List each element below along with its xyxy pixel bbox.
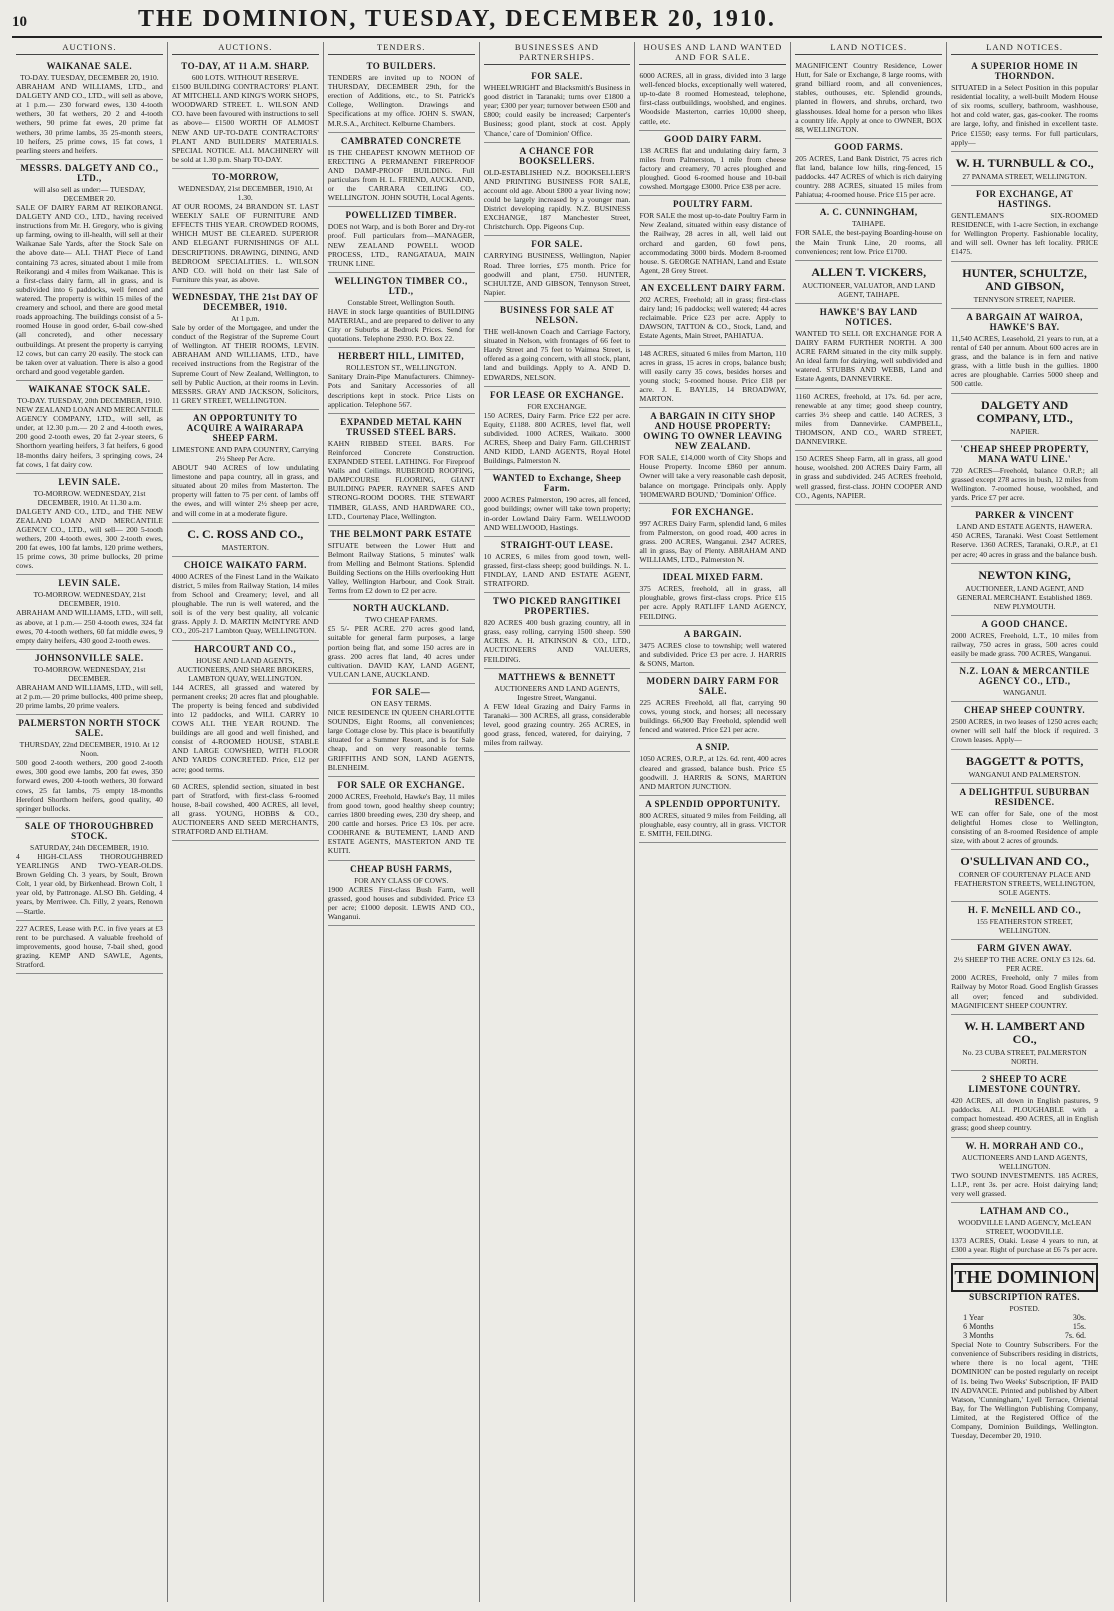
advertisement <box>795 261 942 304</box>
ad-body: 997 ACRES Dairy Farm, splendid land, 6 miles from Palmerston, on good road, 400 acres in grass. 200 ACRES, Wanganui. 2347 ACRES, all in grass, Bay of Plenty. ABRAHAM AND WILLIAMS, LTD., Palmerston N. <box>639 518 787 565</box>
ad-body: 3475 ACRES close to township; well watered and subdivided. Price £3 per acre. J. HARRIS & SONS, Marton. <box>639 640 787 668</box>
ad-heading: WANTED to Exchange, Sheep Farm. <box>492 473 622 494</box>
ad-heading: N.Z. LOAN & MERCANTILE AGENCY CO., LTD., <box>959 666 1090 687</box>
advertisement <box>16 921 163 975</box>
ad-heading: A BARGAIN IN CITY SHOP AND HOUSE PROPERTY: OWING TO OWNER LEAVING NEW ZEALAND. <box>643 411 783 452</box>
advertisement <box>951 750 1098 784</box>
rate-price: 7s. 6d. <box>1064 1331 1087 1341</box>
advertisement <box>172 289 319 410</box>
advertisement <box>16 715 163 818</box>
advertisement <box>639 796 786 843</box>
ad-subheading: AUCTIONEER, LAND AGENT, AND GENERAL MERCHANT. Established 1869. NEW PLYMOUTH. <box>956 583 1093 611</box>
ad-body: GENTLEMAN'S SIX-ROOMED RESIDENCE, with 1-acre Section, in exchange for Wellington Property. Fashionable locality, and will sell. Owner has left locality. PRICE £1475. <box>951 210 1099 257</box>
ad-body: 10 ACRES, 6 miles from good town, well-grassed, first-class sheep; good buildings. N. L. FINDLAY, LAND AND ESTATE AGENT, STRATFORD. <box>483 551 631 589</box>
ad-subheading: TO-MORROW. WEDNESDAY, 21st DECEMBER, 1910. At 11.30 a.m. <box>33 488 146 507</box>
ad-body: £5 5/- PER ACRE. 270 acres good land, suitable for general farm purposes, a large portion being flat, and some 150 acres are in grass. 200 acres flat land, 40 acres under cultivation. DAVID KAY, LAND AGENT, VULCAN LANE, AUCKLAND. <box>327 624 475 679</box>
advertisement <box>639 68 786 131</box>
ad-heading: TO-DAY, AT 11 A.M. SHARP. <box>181 61 310 71</box>
ad-heading: LEVIN SALE. <box>58 476 121 487</box>
advertisement <box>951 441 1098 507</box>
ad-body: CARRYING BUSINESS, Wellington, Napier Road. Three lorries, £75 month. Price for goodwill and plant, £750. HUNTER, SCHULTZE, AND GIBSON, Tennyson Street, Napier. <box>483 251 631 297</box>
ad-subheading: ON EASY TERMS. <box>370 699 432 709</box>
advertisement <box>639 739 786 795</box>
ad-body: DALGETY AND CO., LTD., and THE NEW ZEALAND LOAN AND MERCANTILE AGENCY CO., LTD., will sell— 200 5-tooth wethers, 200 4-tooth ewes, 300 2-tooth ewes, 200 fat ewes, 100 fat lambs, 120 prime wethers, 15 prime cows, 30 prime bullocks, 20 prime cows. <box>16 506 163 571</box>
ad-heading: PALMERSTON NORTH STOCK SALE. <box>18 718 161 739</box>
advertisement <box>328 777 475 861</box>
ad-subheading: THURSDAY, 22nd DECEMBER, 1910. At 12 Noon. <box>19 740 160 759</box>
advertisement <box>172 410 319 523</box>
advertisement <box>951 850 1098 902</box>
ad-body: DOES not Warp, and is both Borer and Dry-rot proof. Full particulars from—MANAGER, NEW ZEALAND POWELL WOOD PROCESS, LTD., RANGATAUA, MAIN TRUNK LINE. <box>327 222 475 268</box>
ad-subheading: ROLLESTON ST., WELLINGTON. <box>345 363 457 373</box>
ad-subheading: LIMESTONE AND PAPA COUNTRY, Carrying 2½ Sheep Per Acre. <box>172 444 319 463</box>
page-number: 10 <box>12 14 27 30</box>
ad-body: 138 ACRES flat and undulating dairy farm, 3 miles from Palmerston, 1 mile from cheese factory and creamery, 70 acres ploughed and ploughed. Good 6-roomed house and 10-bail cowshed. Mortgage £3000. Price £38 per acre. <box>639 145 787 192</box>
ad-heading: HUNTER, SCHULTZE, AND GIBSON, <box>962 265 1087 293</box>
ad-heading: JOHNSONVILLE SALE. <box>35 652 144 663</box>
advertisement <box>172 169 319 289</box>
ad-body: 800 ACRES, situated 9 miles from Feilding, all ploughable, easy country, all in grass. VICTOR E. SMITH, FEILDING. <box>639 810 787 839</box>
advertisement <box>172 557 319 641</box>
ad-heading: H. F. McNEILL AND CO., <box>967 905 1082 916</box>
rate-price: 15s. <box>1072 1322 1087 1332</box>
ad-heading: NORTH AUCKLAND. <box>353 603 450 614</box>
advertisement <box>484 302 631 387</box>
advertisement <box>639 673 786 739</box>
ad-body: 11,540 ACRES, Leasehold, 21 years to run, at a rental of £40 per annum. About 600 acres are in grass, and the balance is in fern and native grass, with a little bush in the gullies. 1800 acres are ploughable. Carries 5000 sheep and 500 cattle. <box>951 333 1099 389</box>
ad-heading: A GOOD CHANCE. <box>981 618 1068 629</box>
ad-body: Sanitary Drain-Pipe Manufacturers. Chimney-Pots and Sanitary Accessories of all descriptions kept in stock. Price Lists on application. Telephone 567. <box>327 372 475 409</box>
ad-body: THE well-known Coach and Carriage Factory, situated in Nelson, with frontages of 66 feet to Hardy Street and 75 feet to Waimea Street, is offered as a going concern, with all stock, plant, land and buildings. Apply to A. AND D. EDWARDS, NELSON. <box>483 326 631 382</box>
ad-heading: A CHANCE FOR BOOKSELLERS. <box>519 145 595 166</box>
dominion-title: THE DOMINION <box>951 1263 1098 1292</box>
ad-subheading: AUCTIONEERS AND LAND AGENTS, Ingestre Street, Wanganui. <box>494 683 620 702</box>
ad-body: FOR SALE the most up-to-date Poultry Farm in New Zealand, situated within easy distance of the Railway, 28 acres in all, well laid out orchard and garden, 60 fowl pens, accommodating 3000 birds. Modern 8-roomed house. S. GEORGE NATHAN, Land and Estate Agent, 28 Grey Street. <box>639 211 787 275</box>
ad-heading: FARM GIVEN AWAY. <box>977 943 1073 954</box>
ad-heading: CHEAP SHEEP COUNTRY. <box>964 705 1086 716</box>
ad-body: IS THE CHEAPEST KNOWN METHOD OF ERECTING A PERMANENT FIREPROOF AND DAMP-PROOF BUILDING. Full particulars from H. L. FRIEND, AUCKLAND, or the CARRARA CEILING CO., WELLINGTON. JOHN SOUTH, Local Agents. <box>327 147 475 203</box>
advertisement <box>172 523 319 557</box>
ad-heading: LATHAM AND CO., <box>980 1205 1069 1216</box>
advertisement <box>795 58 942 139</box>
ad-heading: TO-MORROW, <box>211 171 279 182</box>
advertisement <box>951 394 1098 441</box>
advertisement <box>16 160 163 381</box>
ad-heading: CHOICE WAIKATO FARM. <box>183 559 307 570</box>
ad-heading: A BARGAIN AT WAIROA, HAWKE'S BAY. <box>966 311 1083 332</box>
ad-subheading: 2½ SHEEP TO THE ACRE. ONLY £3 12s. 6d. PER ACRE. <box>953 955 1096 974</box>
rate-term: 6 Months <box>963 1322 994 1332</box>
advertisement <box>16 575 163 649</box>
column-3 <box>324 42 480 1602</box>
ad-heading: GOOD DAIRY FARM. <box>664 133 762 144</box>
advertisement <box>484 470 631 536</box>
advertisement <box>795 389 942 452</box>
ad-body: SITUATE between the Lower Hutt and Belmont Railway Stations, 5 minutes' walk from Melling and Belmont Stations. Splendid Building Sections on the Hills overlooking Hutt Valley, Wellington Harbour, and Cook Strait. Terms from £2 down to £2 per acre. <box>327 540 475 596</box>
advertisement <box>16 381 163 474</box>
ad-subheading: WOODVILLE LAND AGENCY, McLEAN STREET, WOODVILLE. <box>957 1217 1092 1236</box>
advertisement <box>16 58 163 160</box>
ad-body: SALE OF DAIRY FARM AT REIKORANGI. DALGETY AND CO., LTD., having received instructions from Mr. H. Gregory, who is giving up farming, owing to ill-health, will sell at their Waikanae Sale Yards, after the Stock Sale on the above date— ALL THAT Piece of Land containing 73 acres, situated about 1 mile from Reikorangi and 4 miles from Waikanae. This is a first-class dairy farm, all in grass, and is subdivided into 6 paddocks, well fenced and watered. The property is within 15 miles of the creamery and school, and there are good metal roads approaching. The buildings consist of a 5-roomed House in good order, 6-bail cow-shed (all concreted), and other necessary outbuildings. At present the property is carrying 12 cows, but can carry 20 easily. The stock can be taken over at valuation. There is also a good orchard and good vegetable garden. <box>16 202 163 376</box>
masthead <box>12 6 1102 38</box>
advertisement <box>951 1015 1098 1071</box>
ad-body: ABRAHAM AND WILLIAMS, LTD., will sell, at 2 p.m.— 20 prime bullocks, 400 prime sheep, 20 prime lambs, 20 prime vealers. <box>16 682 163 711</box>
advertisement <box>951 702 1098 749</box>
ad-heading: TWO PICKED RANGITIKEI PROPERTIES. <box>492 596 622 617</box>
newspaper-title: THE DOMINION, TUESDAY, DECEMBER 20, 1910. <box>138 6 776 32</box>
ad-body: ABRAHAM AND WILLIAMS, LTD., will sell, as above, at 1 p.m.— 250 4-tooth ewes, 324 fat ewes, 70 4-tooth wethers, 60 fat middle ewes, 9 empty dairy heifers, 430 good 2-tooth ewes. <box>16 608 163 645</box>
ad-body: NICE RESIDENCE IN QUEEN CHARLOTTE SOUNDS, Eight Rooms, all conveniences; large Cottage close by. This place is beautifully situated for a Summer Resort, and is for Sale cheap, and on very reasonable terms. GRIFFITHS AND SON, LAND AGENTS, BLENHEIM. <box>327 708 475 772</box>
ad-body: KAHN RIBBED STEEL BARS. For Reinforced Concrete Construction. EXPANDED STEEL LATHING. For Fireproof Walls and Ceilings. RUBEROID ROOFING, DAMPCOURSE FLOORING, GIANT BUILDING PAPER. RAYNER SAFES AND STRONG-ROOM DOORS. THE STEWART TIMBER, GLASS, AND HARDWARE CO., LTD., Courtenay Place, Wellington. <box>327 438 475 521</box>
ad-body: 1050 ACRES, O.R.P., at 12s. 6d. rent, 400 acres cleared and grassed, balance bush. Price £5 goodwill. J. HARRIS & SONS, MARTON AND MARTON JUNCTION. <box>639 754 787 791</box>
ad-heading: O'SULLIVAN AND CO., <box>960 854 1089 869</box>
advertisement <box>639 504 786 570</box>
ad-heading: WEDNESDAY, THE 21st DAY OF DECEMBER, 1910. <box>172 291 319 312</box>
advertisement <box>639 408 786 504</box>
ad-body: TENDERS are invited up to NOON of THURSDAY, DECEMBER 29th, for the erection of Additions, etc., to St. Patrick's College, Wellington. Drawings and Specifications at my office. JOHN S. SWAN, M.R.S.A., Architect. Kelburne Chambers. <box>327 73 475 128</box>
ad-subheading: TO-DAY. TUESDAY, 20th DECEMBER, 1910. <box>17 395 162 405</box>
ad-heading: WAIKANAE SALE. <box>46 61 133 71</box>
ad-body: FOR SALE, the best-paying Boarding-house on the Main Trunk Line, 20 rooms, all conveniences; rent low. Price £1700. <box>795 228 943 256</box>
ad-heading: EXPANDED METAL KAHN TRUSSED STEEL BARS. <box>340 416 463 437</box>
ad-subheading: WEDNESDAY, 21st DECEMBER, 1910, At 1.30. <box>178 183 313 202</box>
ad-body: HAVE in stock large quantities of BUILDING MATERIAL, and are prepared to deliver to any City or Suburbs at Bedrock Prices. Send for quotations. Telephone 2930. P.O. Box 22. <box>327 306 475 344</box>
ad-body: 150 ACRES, Dairy Farm. Price £22 per acre. Equity, £1188. 800 ACRES, level flat, well subdivided. 1000 ACRES, Waikato. 3000 ACRES, Sheep and Dairy Farm. GILCHRIST AND KIDD, LAND AGENTS, Royal Hotel Buildings, Palmerston N. <box>483 410 631 466</box>
ad-heading: A SUPERIOR HOME IN THORNDON. <box>971 61 1078 81</box>
ad-heading: PARKER & VINCENT <box>975 510 1074 521</box>
ad-body: TWO SOUND INVESTMENTS. 185 ACRES, L.I.P., rent 3s. per acre. Hoist dairying land; very well grassed. <box>951 1170 1099 1198</box>
ad-subheading: TO-DAY. TUESDAY, DECEMBER 20, 1910. <box>20 73 159 82</box>
column-heading: TENDERS. <box>328 42 475 55</box>
advertisement <box>951 564 1098 616</box>
ad-subheading: TENNYSON STREET, NAPIER. <box>973 294 1076 304</box>
advertisement <box>951 58 1098 152</box>
ad-heading: A SPLENDID OPPORTUNITY. <box>645 798 781 809</box>
ad-heading: FOR SALE. <box>531 71 583 81</box>
ad-heading: HARCOURT AND CO., <box>194 643 297 654</box>
advertisement <box>328 526 475 601</box>
ad-subheading: Constable Street, Wellington South. <box>347 297 455 307</box>
rate-term: 3 Months <box>963 1331 994 1341</box>
ad-body: 375 ACRES, freehold, all in grass, all ploughable, grows first-class crops. Price £15 per acre. Apply RATLIFF LAND AGENCY, FEILDING. <box>639 584 787 621</box>
posted-label: POSTED. <box>1009 1304 1040 1314</box>
advertisement <box>484 68 631 143</box>
advertisement <box>951 186 1098 262</box>
ad-body: 148 ACRES, situated 6 miles from Marton, 110 acres in grass, 15 acres in crops, balance bush; will easily carry 35 cows, besides horses and young stock; 5-roomed house. Price £18 per acre. J. E. BAYLIS, 14 BROADWAY, MARTON. <box>639 348 787 404</box>
ad-body: 450 ACRES, Taranaki. West Coast Settlement Reserve. 1360 ACRES, Taranaki, O.R.P., at £1 per acre; 40 acres in grass and the balance bush. <box>951 531 1099 559</box>
ad-body: 2000 ACRES, Freehold, L.T., 10 miles from railway, 750 acres in grass, 500 acres could easily be made grass. 700 ACRES, Wanganui. <box>951 630 1099 659</box>
ad-heading: A BARGAIN. <box>683 628 742 639</box>
ad-subheading: WANGANUI. <box>1003 688 1047 698</box>
advertisement <box>951 507 1098 563</box>
ad-heading: W. H. TURNBULL & CO., <box>955 155 1094 170</box>
advertisement <box>639 569 786 625</box>
ad-subheading: At 1 p.m. <box>231 313 260 323</box>
column-1 <box>12 42 168 1602</box>
ad-body: A FEW Ideal Grazing and Dairy Farms in Taranaki— 300 ACRES, all grass, considerable level, good grazing country. 265 ACRES, in good grass, fenced, watered, for dairying, 7 miles from railway. <box>483 701 631 748</box>
column-heading: HOUSES AND LAND WANTED AND FOR SALE. <box>639 42 786 65</box>
advertisement <box>639 196 786 280</box>
ad-heading: THE BELMONT PARK ESTATE <box>330 528 473 539</box>
ad-heading: FOR EXCHANGE, AT HASTINGS. <box>976 188 1074 209</box>
ad-body: Sale by order of the Mortgagee, and under the conduct of the Registrar of the Supreme Court of Wellington. AT THEIR ROOMS, LEVIN. ABRAHAM AND WILLIAMS, LTD., have received instructions from the Registrar of the Supreme Court of New Zealand, Wellington, to sell by Public Auction, at their rooms in Levin. MESSRS. GRAY AND JACKSON, Solicitors, 11 GREY STREET, WELLINGTON. <box>171 322 319 405</box>
ad-subheading: 600 LOTS. WITHOUT RESERVE. <box>191 73 299 82</box>
ad-heading: 2 SHEEP TO ACRE LIMESTONE COUNTRY. <box>968 1074 1081 1095</box>
ad-body: 4 HIGH-CLASS THOROUGHBRED YEARLINGS AND TWO-YEAR-OLDS. Brown Gelding Ch. 3 years, by Soult, Brown Colt, 1 year old, by Birkenhead. Brown Colt, 1 year old, by Pattronage. ALSO Bh. Gelding, 4 years, by Merriwee. Ch. Filly, 2 years, Renown—Startle. <box>16 851 163 916</box>
advertisement <box>484 669 631 753</box>
advertisement <box>951 616 1098 663</box>
ad-subheading: MASTERTON. <box>221 542 269 552</box>
advertisement <box>951 784 1098 850</box>
ad-body: MAGNIFICENT Country Residence, Lower Hutt, for Sale or Exchange, 8 large rooms, with grand billiard room, and all conveniences, stables, outhouses, etc. Splendid grounds, planted in flowers, and shrubs, orchard, two glasshouses. Ideal home for a person who likes a country life. Apply at once to OWNER, BOX 88, WELLINGTON. <box>795 61 943 134</box>
ad-body: 1900 ACRES First-class Bush Farm, well grassed, good houses and subdivided. Price £3 per acre; £1000 deposit. LEWIS AND CO., Wanganui. <box>327 884 475 921</box>
ad-heading: POULTRY FARM. <box>672 199 753 210</box>
advertisement <box>328 414 475 526</box>
rate-price: 30s. <box>1072 1313 1087 1323</box>
advertisement <box>795 139 942 205</box>
ad-subheading: TAIHAPE. <box>852 219 886 229</box>
ad-heading: 'CHEAP SHEEP PROPERTY, MANA WATU LINE.' <box>960 443 1089 464</box>
ad-subheading: WANGANUI AND PALMERSTON. <box>968 769 1081 779</box>
ad-heading: DALGETY AND COMPANY, LTD., <box>976 397 1073 425</box>
advertisement <box>951 1138 1098 1203</box>
column-heading: BUSINESSES AND PARTNERSHIPS. <box>484 42 631 65</box>
ad-heading: HERBERT HILL, LIMITED, <box>338 351 465 362</box>
ad-body: 202 ACRES, Freehold; all in grass; first-class dairy land; 16 paddocks; well watered; 44 acres reclaimable. Price £23 per acre. Apply to DAWSON, TATTON & CO., Stock, Land, and Estate Agents, Main Street, PAHIATUA. <box>639 294 787 341</box>
ad-subheading: TWO CHEAP FARMS. <box>365 615 438 625</box>
ad-body: SITUATED in a Select Position in this popular residential locality, a well-built Modern House of six rooms, scullery, bathroom, washhouse, hot and cold water, gas, gas-cooker. The rooms are large, lofty, and finished in excellent taste. Price £1550; easy terms. For full particulars, apply— <box>951 83 1099 147</box>
advertisement <box>328 861 475 926</box>
advertisement <box>328 273 475 348</box>
ad-heading: ALLEN T. VICKERS, <box>811 264 927 279</box>
subscription-heading: SUBSCRIPTION RATES. <box>969 1292 1081 1303</box>
ad-subheading: SATURDAY, 24th DECEMBER, 1910. <box>30 842 149 852</box>
ad-heading: A DELIGHTFUL SUBURBAN RESIDENCE. <box>959 786 1090 807</box>
advertisement <box>484 236 631 302</box>
advertisement <box>484 387 631 471</box>
ad-body: 2000 ACRES, Freehold, only 7 miles from Railway by Motor Road. Good English Grasses all over; fenced and subdivided. MAGNIFICENT SHEEP COUNTRY. <box>951 973 1099 1010</box>
ad-body: 820 ACRES 400 bush grazing country, all in grass, easy rolling, carrying 1500 sheep. 590 ACRES. A. H. ATKINSON & CO., LTD., AUCTIONEERS AND VALUERS, FEILDING. <box>483 618 631 664</box>
advertisement <box>328 207 475 273</box>
ad-body: WE can offer for Sale, one of the most delightful Homes close to Wellington, consisting of an 8-roomed Residence of ample size, with about 2 acres of grounds. <box>951 808 1099 846</box>
ad-heading: SALE OF THOROUGHBRED STOCK. <box>24 820 154 841</box>
ad-heading: NEWTON KING, <box>978 567 1071 582</box>
ad-heading: FOR LEASE OR EXCHANGE. <box>489 389 625 400</box>
ad-body: AT OUR ROOMS, 24 BRANDON ST. LAST WEEKLY SALE OF FURNITURE AND EFFECTS THIS YEAR. CROWDED ROOMS, WHICH MUST BE CLEARED. SUPERIOR AND ELEGANT FURNISHINGS OF ALL DESCRIPTIONS. DRAWING, DINING, AND BEDROOM SPECIALITIES. L. WILSON AND CO. will hold on their last Sale of Furniture this year, as above. <box>171 201 319 284</box>
ad-subheading: AUCTIONEER, VALUATOR, AND LAND AGENT, TAIHAPE. <box>802 280 936 299</box>
ad-body: 720 ACRES—Freehold, balance O.R.P.; all grassed except 278 acres in bush, 12 miles from Wellington. 7-roomed house, woolshed, and yards. Price £7 per acre. <box>951 465 1099 503</box>
ad-body: OLD-ESTABLISHED N.Z. BOOKSELLER'S AND PRINTING BUSINESS FOR SALE, account old age. About £800 a year living now; could be largely increased by a younger man. District developing rapidly. N.Z. BUSINESS EXCHANGE, 187 Manchester Street, Christchurch. Opp. Pigeons Cup. <box>483 167 631 232</box>
advertisement <box>16 474 163 576</box>
column-4 <box>480 42 636 1602</box>
advertisement <box>639 346 786 409</box>
advertisement <box>795 304 942 389</box>
ad-heading: STRAIGHT-OUT LEASE. <box>500 539 614 550</box>
advertisement <box>16 818 163 921</box>
ad-body: 2000 ACRES, Freehold, Hawke's Bay, 11 miles from good town, good healthy sheep country; carries 1800 breeding ewes, 230 dry sheep, and 200 cattle and horses. Price £3 10s. per acre. COOHRANE & BUTEMENT, LAND AND ESTATE AGENTS, MASTERTON AND TE KUITI. <box>327 791 475 856</box>
ad-heading: CAMBRATED CONCRETE <box>340 135 462 146</box>
ad-body: 2500 ACRES, in two leases of 1250 acres each; owner will sell half the block if required. 3 Crown leases. Apply— <box>951 717 1099 745</box>
ad-body: 500 good 2-tooth wethers, 200 good 2-tooth ewes, 300 good ewe lambs, 200 fat ewes, 350 forward ewes, 200 4-tooth wethers, 30 forward cows, 25 fat lambs, 75 empty 18-months Hereford Shorthorn heifers, good quality, 40 springer bullocks. <box>16 758 163 813</box>
advertisement <box>639 626 786 673</box>
rate-row <box>951 1331 1098 1340</box>
ad-body: 225 ACRES Freehold, all flat, carrying 90 cows, young stock, and horses; all necessary buildings. 66,900 Bay Freehold, splendid well fenced and watered. Price £21 per acre. <box>639 698 787 735</box>
ad-heading: FOR SALE. <box>531 239 583 250</box>
advertisement <box>172 779 319 842</box>
column-5 <box>635 42 791 1602</box>
ad-heading: POWELLIZED TIMBER. <box>345 210 457 221</box>
advertisement <box>16 650 163 715</box>
advertisement <box>951 262 1098 309</box>
ad-body: 144 ACRES, all grassed and watered by permanent creeks; 20 acres flat and ploughable. The property is being fenced and subdivided into 12 paddocks, and WILL CARRY 10 COWS ALL THE YEAR ROUND. The buildings are all good and well finished, and consist of 4-ROOMED HOUSE, STABLE AND LARGE COWSHED, WITH FLOOR AND YARDS CONCRETED. Price, £12 per acre; good terms. <box>171 682 319 774</box>
ad-subheading: FOR ANY CLASS OF COWS. <box>354 875 449 885</box>
ad-heading: MATTHEWS & BENNETT <box>498 671 616 682</box>
ad-heading: WELLINGTON TIMBER CO., LTD., <box>334 275 468 296</box>
advertisement <box>172 641 319 779</box>
ad-body: 1373 ACRES, Otaki. Lease 4 years to run, at £300 a year. Right of purchase at £6 7s per acre. <box>951 1235 1099 1255</box>
subscription-note: Special Note to Country Subscribers. For the convenience of Subscribers residing in districts, where there is no local agent, 'THE DOMINION' can be posted regularly on receipt of 1s. being Two Weeks' Subscription, IF PAID IN ADVANCE. Printed and published by Albert Watson, 'Cunningham,' Lyell Terrace, Oriental Bay, for The Wellington Publishing Company, Limited, at the Registered Office of the Company, Dominion Buildings, Wellington. Tuesday, December 20, 1910. <box>951 1340 1099 1441</box>
ad-subheading: 155 FEATHERSTON STREET, WELLINGTON. <box>976 917 1073 936</box>
rate-term: 1 Year <box>963 1313 984 1323</box>
column-heading: LAND NOTICES. <box>795 42 942 55</box>
advertisement <box>639 131 786 197</box>
advertisement <box>951 152 1098 186</box>
ad-heading: HAWKE'S BAY LAND NOTICES. <box>819 306 918 327</box>
ad-subheading: No. 23 CUBA STREET, PALMERSTON NORTH. <box>962 1048 1087 1067</box>
ad-heading: FOR EXCHANGE. <box>671 506 754 517</box>
ad-heading: A SNIP. <box>696 742 730 753</box>
advertisement <box>795 451 942 505</box>
advertisement <box>484 537 631 593</box>
ad-body: 150 ACRES Sheep Farm, all in grass, all good house, woolshed. 200 ACRES Dairy Farm, all in grass and subdivided. 245 ACRES freehold, well grassed, first-class. JOHN COOPER AND CO., Agents, NAPIER. <box>795 454 943 500</box>
advertisement <box>484 593 631 669</box>
ad-body: 1160 ACRES, freehold, at 17s. 6d. per acre, renewable at any time; good sheep country, carries 3½ sheep and cattle. 140 ACRES, 3 miles from Dannevirke. CAMPBELL, THOMSON, AND CO., WARD STREET, DANNEVIRKE. <box>795 391 943 447</box>
ad-body: 227 ACRES, Lease with P.C. in five years at £3 rent to be purchased. A valuable freehold of improvements, good house, 7-bail shed, good grazing. KEMP AND SAWLE, Agents, Stratford. <box>16 923 163 970</box>
ad-heading: W. H. MORRAH AND CO., <box>965 1140 1084 1151</box>
advertisement <box>328 348 475 413</box>
ad-heading: A. C. CUNNINGHAM, <box>819 207 918 218</box>
column-heading: LAND NOTICES. <box>951 42 1098 55</box>
ad-body: £1500 BUILDING CONTRACTORS' PLANT. AT MITCHELL AND KING'S WORK SHOPS, WOODWARD STREET. L. WILSON AND CO. have been favoured with instructions to sell as above— £1500 WORTH OF ALMOST NEW AND UP-TO-DATE CONTRACTORS' PLANT AND BUILDERS' MATERIALS. SPECIAL NOTICE. ALL MACHINERY will be sold at 1.30 p.m. Sharp TO-DAY. <box>171 82 319 164</box>
ad-heading: IDEAL MIXED FARM. <box>662 572 764 583</box>
ad-heading: C. C. ROSS AND CO., <box>187 526 304 541</box>
ad-subheading: AUCTIONEERS AND LAND AGENTS, WELLINGTON. <box>961 1152 1088 1171</box>
ad-body: 2000 ACRES Palmerston, 190 acres, all fenced, good buildings; owner will take town property; in-order Lowland Dairy Farm. WELLWOOD AND WELLWOOD, Hastings. <box>483 495 631 532</box>
ad-body: FOR SALE, £14,000 worth of City Shops and House Property. Income £860 per annum. Owner will take a very reasonable cash deposit, balance on mortgage. Principals only. Apply 'HOMEWARD BOUND,' 'Dominion' Office. <box>639 453 787 499</box>
advertisement <box>951 1071 1098 1137</box>
advertisement <box>951 902 1098 940</box>
advertisement <box>328 58 475 133</box>
ad-heading: LEVIN SALE. <box>58 578 121 589</box>
ad-heading: GOOD FARMS. <box>834 141 904 152</box>
ad-body: ABRAHAM AND WILLIAMS, LTD., and DALGETY AND CO., LTD., will sell as above, at 1 p.m.— 230 forward ewes, 130 4-tooth wethers, 30 fat wethers, 20 2 and 4-tooth wethers, 90 prime fat ewes, 20 prime fat wethers, 30 prime lambs, 35 25-month steers, 10 heifers, 25 prime cows, 15 fat cows, 1 pearling steers and heifers. <box>16 82 163 155</box>
column-heading: AUCTIONS. <box>16 42 163 55</box>
ad-subheading: TO-MORROW. WEDNESDAY, 21st DECEMBER. <box>33 664 146 683</box>
ad-heading: FOR SALE— <box>372 687 431 698</box>
advertisement <box>484 143 631 237</box>
ad-subheading: NAPIER. <box>1010 426 1040 436</box>
column-heading: AUCTIONS. <box>172 42 319 55</box>
advertisement <box>951 309 1098 394</box>
ad-heading: AN EXCELLENT DAIRY FARM. <box>640 282 786 293</box>
ad-body: 420 ACRES, all down in English pastures, 9 paddocks. ALL PLOUGHABLE with a compact homestead. 490 ACRES, all in English grass; good sheep country. <box>951 1096 1099 1133</box>
advertisement <box>328 600 475 684</box>
ad-heading: AN OPPORTUNITY TO ACQUIRE A WAIRARAPA SHEEP FARM. <box>186 412 304 443</box>
columns <box>12 42 1102 1602</box>
ad-heading: W. H. LAMBERT AND CO., <box>964 1018 1085 1046</box>
ad-body: 205 ACRES, Land Bank District, 75 acres rich flat land, balance low hills, ring-fenced, 15 paddocks. 447 ACRES of which is rich dairying country. 288 ACRES, situated 15 miles from Pahiatua; 4-roomed house. Price £15 per acre. <box>795 153 943 200</box>
ad-subheading: TO-MORROW. WEDNESDAY, 21st DECEMBER, 1910. <box>33 590 146 609</box>
ad-subheading: CORNER OF COURTENAY PLACE AND FEATHERSTON STREETS, WELLINGTON, SOLE AGENTS. <box>954 870 1095 898</box>
advertisement <box>951 663 1098 702</box>
ad-heading: MESSRS. DALGETY AND CO., LTD., <box>20 162 159 183</box>
advertisement <box>795 204 942 260</box>
column-2 <box>168 42 324 1602</box>
ad-subheading: will also sell as under:— TUESDAY, DECEMBER 20. <box>33 184 146 203</box>
rate-row <box>951 1313 1098 1322</box>
ad-heading: FOR SALE OR EXCHANGE. <box>337 779 465 790</box>
ad-heading: BAGGETT & POTTS, <box>965 753 1084 768</box>
rate-row <box>951 1322 1098 1331</box>
ad-body: 6000 ACRES, all in grass, divided into 3 large well-fenced blocks, exceptionally well watered, up-to-date 8 roomed Homestead, telephone, first-class outbuildings, woolshed, and engines. Woodside Masterton, carries 10,000 sheep, cattle, etc. <box>639 71 787 126</box>
ad-heading: BUSINESS FOR SALE AT NELSON. <box>499 304 615 325</box>
column-7 <box>947 42 1102 1602</box>
advertisement <box>951 940 1098 1014</box>
ad-heading: WAIKANAE STOCK SALE. <box>28 383 151 394</box>
ad-subheading: 27 PANAMA STREET, WELLINGTON. <box>962 171 1087 181</box>
advertisement <box>639 280 786 346</box>
ad-body: 60 ACRES, splendid section, situated in best part of Stratford, with first-class 6-roomed house, 8-bail cowshed, 400 ACRES, all level, all grass. YOUNG, HOBBS & CO., AUCTIONEERS AND SEED MERCHANTS, STRATFORD AND ELTHAM. <box>171 781 319 837</box>
advertisement <box>951 1203 1098 1259</box>
ad-subheading: HOUSE AND LAND AGENTS, AUCTIONEERS, AND SHARE BROKERS, LAMBTON QUAY, WELLINGTON. <box>177 655 314 683</box>
ad-body: WHEELWRIGHT and Blacksmith's Business in good district in Taranaki; turns over £1800 a year; £300 per year; turnover between £500 and £800; could easily be increased; Carpenter's Business; good plant, stock at cost. Apply 'Chance,' care of 'Dominion' Office. <box>483 83 631 138</box>
ad-body: 4000 ACRES of the Finest Land in the Waikato district, 5 miles from Railway Station, 14 miles from School and Creamery; level, and all ploughable. The run is well watered, and the soil is of the very best quality, all volcanic grass. Apply J. D. MARTIN McINTYRE AND CO., 205-217 Lambton Quay, WELLINGTON. <box>171 571 319 636</box>
ad-body: NEW ZEALAND LOAN AND MERCANTILE AGENCY COMPANY, LTD., will sell, as under, at 12.30 p.m.— 20 2 and 4-tooth ewes, 200 good 2-tooth ewes, 20 fat 2-year steers, 6 Shorthorn yearling heifers, 3 fat heifers, 6 good 18-months dairy heifers, 3 springing cows, 24 fat cows, 1 fat dairy cow. <box>16 404 163 469</box>
ad-heading: MODERN DAIRY FARM FOR SALE. <box>646 676 780 697</box>
ad-heading: TO BUILDERS. <box>366 61 436 71</box>
ad-body: WANTED TO SELL OR EXCHANGE FOR A DAIRY FARM FURTHER NORTH. A 300 ACRE FARM situated in the city milk supply. An ideal farm for dairying, well subdivided and watered. STUBBS AND WEBB, Land and Estate Agents, DANNEVIRKE. <box>795 328 943 384</box>
ad-subheading: LAND AND ESTATE AGENTS, HAWERA. <box>956 522 1093 532</box>
advertisement <box>172 58 319 169</box>
advertisement <box>328 133 475 208</box>
subscription-box <box>951 1263 1098 1440</box>
ad-subheading: FOR EXCHANGE. <box>527 401 587 411</box>
advertisement <box>328 684 475 777</box>
column-6 <box>791 42 947 1602</box>
ad-heading: CHEAP BUSH FARMS, <box>350 863 453 874</box>
ad-body: ABOUT 940 ACRES of low undulating limestone and papa country, all in grass, and situated about 20 miles from Masterton. The property will fatten to 75 per cent. of lambs off the ewes, and will winter 2½ sheep per acre, and will come in at a moderate figure. <box>171 462 319 518</box>
